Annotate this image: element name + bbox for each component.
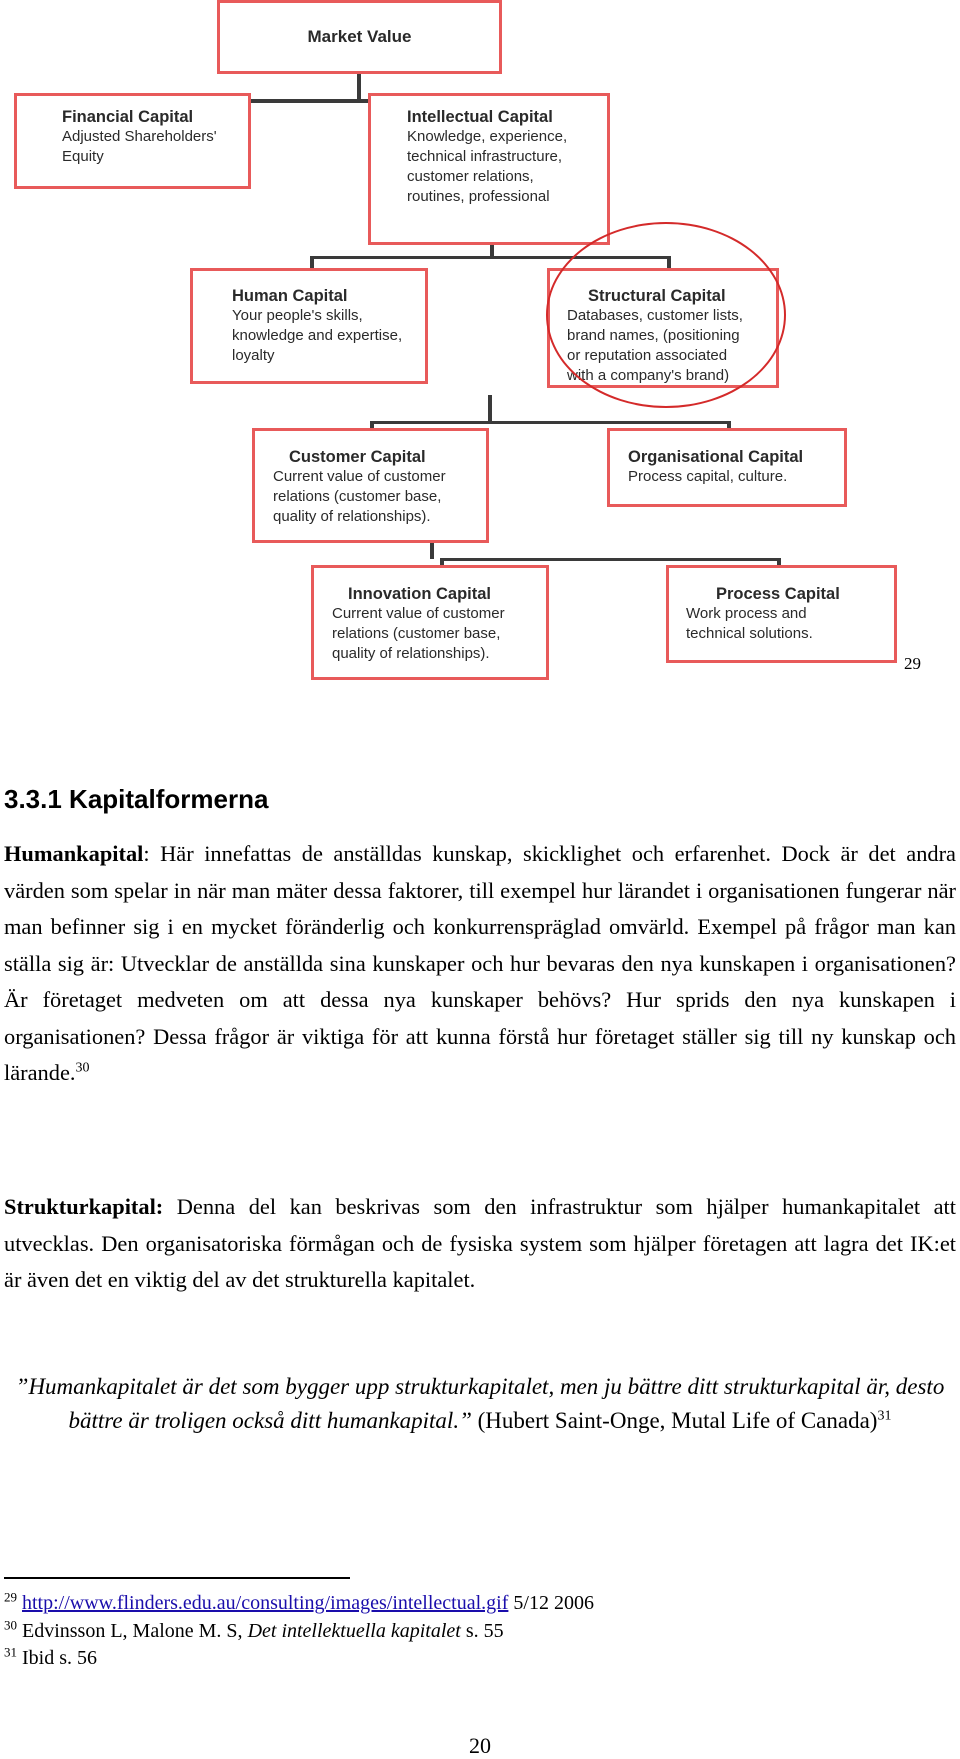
footnote-30-title: Det intellektuella kapitalet: [247, 1619, 461, 1642]
footnote-29: [4, 1590, 594, 1618]
financial-capital-desc: Adjusted Shareholders' Equity: [62, 128, 217, 165]
footnote-number: 29: [4, 1589, 17, 1605]
footnote-30: [4, 1618, 594, 1646]
page-number: 20: [469, 1733, 491, 1758]
footnote-separator: [4, 1577, 350, 1579]
connector: [430, 542, 434, 559]
intellectual-capital-box: [368, 93, 610, 245]
figure-footnote-ref: 29: [904, 654, 921, 673]
human-capital-title: Human Capital: [232, 287, 348, 305]
footnote-30-page: s. 55: [460, 1619, 504, 1642]
footnote-31-text: Ibid s. 56: [17, 1647, 97, 1669]
connector: [488, 395, 492, 423]
innovation-capital-title: Innovation Capital: [348, 585, 492, 603]
humankapital-text: : Här innefattas de anställdas kunskap, skicklighet och erfarenhet. Dock är det andra värden som spelar in när man mäter dessa faktorer, till exempel hur lärandet i organisationen fungerar när man befinner sig i en mycket föränderlig och konkurrenspräglad omvärld. Exempel på frågor man kan ställa sig är: Utvecklar de anställda sina kunskaper och hur bevaras den nya kunskapen i organisationen? Är företaget medveten om att dessa nya kunskaper behövs? Hur sprids den nya kunskapen i organisationen? Dessa frågor är viktiga för att kunna förstå hur företaget ställer sig till ny kunskap och lärande.: [4, 841, 956, 1085]
market-value-title: Market Value: [307, 27, 412, 46]
footnote-ref-30: 30: [75, 1060, 90, 1076]
innovation-capital-desc: Current value of customer relations (customer base, quality of relationships).: [332, 605, 505, 662]
footnotes: [4, 1590, 594, 1673]
structural-capital-title: Structural Capital: [588, 287, 726, 305]
humankapital-term: Humankapital: [4, 841, 144, 866]
connector: [357, 74, 361, 102]
structural-capital-desc: Databases, customer lists, brand names, (positioning or reputation associated with a company's brand): [567, 307, 743, 384]
customer-capital-title: Customer Capital: [289, 448, 426, 466]
process-capital-desc: Work process and technical solutions.: [686, 605, 813, 642]
customer-capital-box: [252, 428, 489, 543]
footnote-31: [4, 1645, 594, 1673]
strukturkapital-text: Denna del kan beskrivas som den infrastruktur som hjälper humankapitalet att utvecklas. Den organisatoriska förmågan och de fysiska system som hjälper företagen att lagra det IK:et är även det en viktig del av det strukturella kapitalet.: [4, 1194, 956, 1292]
quote-text: ”Humankapitalet är det som bygger upp strukturkapitalet, men ju bättre ditt strukturkapital är, desto bättre är troligen också ditt humankapital.”: [15, 1374, 945, 1433]
connector: [440, 558, 780, 561]
process-capital-box: [666, 565, 897, 663]
quote-attribution: (Hubert Saint-Onge, Mutal Life of Canada): [471, 1408, 878, 1433]
footnote-30-authors: Edvinsson L, Malone M. S,: [17, 1619, 248, 1642]
intellectual-capital-desc: Knowledge, experience, technical infrastructure, customer relations, routines, professional: [407, 128, 568, 205]
quote-block: [4, 1370, 956, 1438]
intellectual-capital-diagram: [0, 0, 960, 690]
strukturkapital-paragraph: [4, 1189, 956, 1299]
organisational-capital-title: Organisational Capital: [628, 448, 804, 466]
financial-capital-title: Financial Capital: [62, 108, 194, 126]
innovation-capital-box: [311, 565, 549, 680]
footnote-29-date: 5/12 2006: [508, 1592, 594, 1614]
intellectual-capital-title: Intellectual Capital: [407, 108, 553, 126]
footnote-29-link[interactable]: http://www.flinders.edu.au/consulting/images/intellectual.gif: [22, 1592, 509, 1614]
customer-capital-desc: Current value of customer relations (customer base, quality of relationships).: [273, 468, 446, 525]
section-heading: 3.3.1 Kapitalformerna: [4, 784, 269, 814]
humankapital-paragraph: [4, 836, 956, 1092]
footnote-ref-31: 31: [877, 1408, 892, 1424]
footnote-number: 31: [4, 1644, 17, 1660]
highlight-circle: [546, 222, 786, 408]
human-capital-desc: Your people's skills, knowledge and expertise, loyalty: [232, 307, 403, 364]
process-capital-title: Process Capital: [716, 585, 840, 603]
footnote-number: 30: [4, 1616, 17, 1632]
organisational-capital-box: [607, 428, 847, 507]
connector: [370, 421, 730, 424]
strukturkapital-term: Strukturkapital:: [4, 1194, 164, 1219]
financial-capital-box: [14, 93, 251, 189]
market-value-box: [217, 0, 502, 74]
organisational-capital-desc: Process capital, culture.: [628, 468, 788, 485]
human-capital-box: [190, 268, 428, 384]
